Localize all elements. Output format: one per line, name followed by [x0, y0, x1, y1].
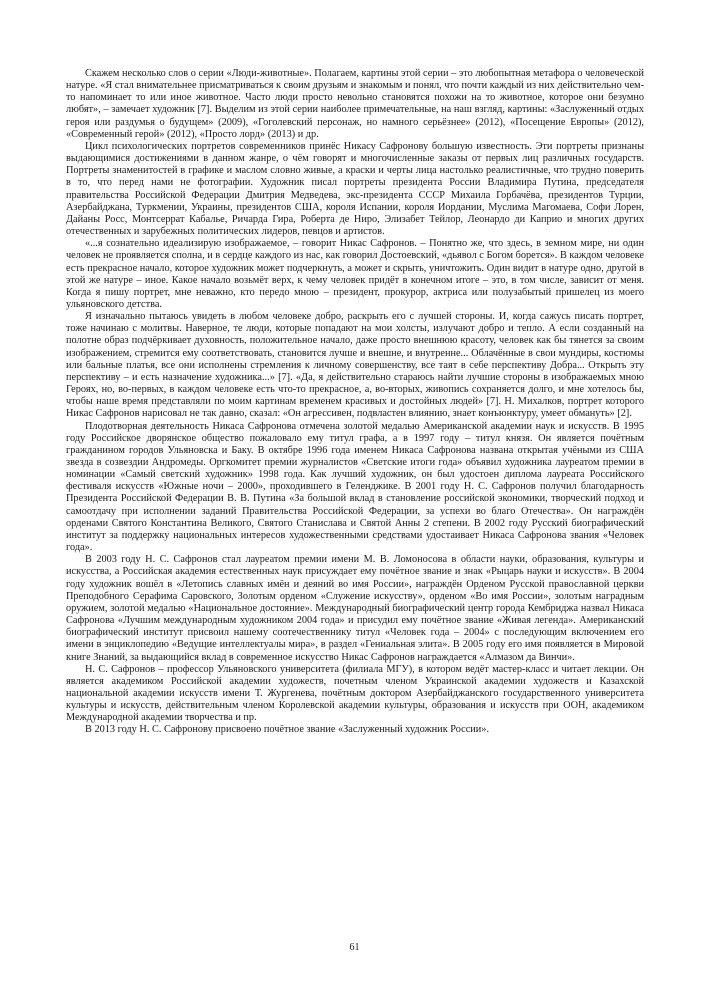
paragraph: В 2003 году Н. С. Сафронов стал лауреатом премии имени М. В. Ломоносова в области науки, образования, культуры и искусства, а Российская академия естественных наук присуждает ему почётное звание и знак «Рыцарь науки и искусств». В 2004 году художник вошёл в «Летопись славных имён и деяний во имя России», награждён Орденом Русской православной церкви Преподобного Серафима Саровского, Золотым орденом «Служение искусству», орденом «Во имя России», золотым наградным оружием, золотой медалью «Национальное достояние». Международный биографический центр города Кембриджа назвал Никаса Сафронова «Лучшим международным художником 2004 года» и присудил ему почётное звание «Живая легенда». Американский биографический институт присвоил нашему соотечественнику титул «Человек года – 2004» с последующим включением его имени в энциклопедию «Ведущие интеллектуалы мира», в раздел «Гениальная элита». В 2005 году его имя появляется в Мировой книге Знаний, за выдающийся вклад в современное искусство Никас Сафронов награждается «Алмазом да Винчи».	[66, 554, 644, 663]
paragraph: Плодотворная деятельность Никаса Сафронова отмечена золотой медалью Американской академии наук и искусств. В 1995 году Российское дворянское общество пожаловало ему титул графа, а в 1997 году – титул князя. Он является почётным гражданином городов Ульяновска и Баку. В октябре 1996 года именем Никаса Сафронова названа открытая учёными из США звезда в созвездии Андромеды. Оргкомитет премии журналистов «Светские итоги года» объявил художника лауреатом премии в номинации «Самый светский художник» 1998 года. Как лучший художник, он был удостоен диплома лауреата Российского фестиваля искусств «Южные ночи – 2000», проходившего в Геленджике. В 2001 году Н. С. Сафронов получил благодарность Президента Российской Федерации В. В. Путина «За большой вклад в становление российской экономики, творческий подход и самоотдачу при исполнении заданий Правительства Российской Федерации, за успехи во благо Отечества». Он награждён орденами Святого Константина Великого, Святого Станислава и Святой Анны 2 степени. В 2002 году Русский биографический институт за поддержку национальных интересов художественными средствами удостаивает Никаса Сафронова звания «Человек года».	[66, 420, 644, 554]
paragraph: Цикл психологических портретов современников принёс Никасу Сафронову большую известность. Эти портреты признаны выдающимися достижениями в данном жанре, о чём говорят и многочисленные заказы от первых лиц различных государств. Портреты знаменитостей в графике и маслом словно живые, а краски и черты лица настолько реалистичные, что трудно поверить в то, что перед нами не фотографии. Художник писал портреты президента России Владимира Путина, председателя правительства Российской Федерации Дмитрия Медведева, экс-президента СССР Михаила Горбачёва, президентов Турции, Азербайджана, Туркмении, Украины, президентов США, короля Испании, короля Иордании, Муслима Магомаева, Софи Лорен, Дайаны Росс, Монтсеррат Кабалье, Ричарда Гира, Роберта де Ниро, Элизабет Тейлор, Леонардо ди Каприо и многих других отечественных и зарубежных политических лидеров, певцов и артистов.	[66, 140, 644, 238]
page-body	[66, 68, 644, 737]
paragraph: «...я сознательно идеализирую изображаемое, – говорит Никас Сафронов. – Понятно же, что здесь, в земном мире, ни один человек не проявляется сполна, и в сердце каждого из нас, как говорил Достоевский, «дьявол с Богом борется». В каждом человеке есть прекрасное начало, которое художник может подчеркнуть, а может и скрыть, уничтожить. Один видит в натуре одно, другой в этой же натуре – иное. Какое начало возьмёт верх, к чему человек придёт в конечном итоге – это, в том числе, зависит от меня. Когда я пишу портрет, мне неважно, кто передо мною – президент, прокурор, актриса или полузабытый пришелец из моего ульяновского детства.	[66, 238, 644, 310]
paragraph: Скажем несколько слов о серии «Люди-животные». Полагаем, картины этой серии – это любопытная метафора о человеческой натуре. «Я стал внимательнее присматриваться к своим друзьям и знакомым и понял, что почти каждый из них действительно чем-то напоминает то или иное животное. Часто люди просто невольно становятся похожи на то животное, которое они безумно любят», – замечает художник [7]. Выделим из этой серии наиболее примечательные, на наш взгляд, картины: «Заслуженный отдых героя или раздумья о будущем» (2009), «Гоголевский персонаж, но намного серьёзнее» (2012), «Посещение Европы» (2012), «Современный герой» (2012), «Просто лорд» (2013) и др.	[66, 68, 644, 140]
paragraph: В 2013 году Н. С. Сафронову присвоено почётное звание «Заслуженный художник России».	[85, 724, 490, 736]
page-number: 61	[349, 942, 360, 953]
paragraph: Н. С. Сафронов – профессор Ульяновского университета (филиала МГУ), в котором ведёт мастер-класс и читает лекции. Он является академиком Российской академии художеств, почетным членом Украинской академии художеств и Казахской национальной академии искусств имени Т. Жургенева, почётным доктором Азербайджанского государственного университета культуры и искусств, действительным членом Королевской академии культуры, образования и искусств при ООН, академиком Международной академии творчества и пр.	[66, 663, 644, 724]
paragraph: Я изначально пытаюсь увидеть в любом человеке добро, раскрыть его с лучшей стороны. И, когда сажусь писать портрет, тоже начинаю с молитвы. Наверное, те люди, которые попадают на мои холсты, излучают добро и тепло. А если созданный на полотне образ подчёркивает духовность, положительное начало, даже просто внешнюю красоту, человек как бы тянется за своим изображением, стремится ему соответствовать, становится лучше и внешне, и внутренне... Облачённые в свои мундиры, костюмы или бальные платья, все они исполнены стремления к личному совершенству, все таят в себе перспективу Добра... Открыть эту перспективу – и есть назначение художника...» [7]. «Да, я действительно стараюсь найти лучшие стороны в изображаемых мною Героях, но, во-первых, в каждом человеке есть что-то прекрасное, а, во-вторых, живопись сохраняется долго, и мне хотелось бы, чтобы наше время представляли по моим картинам временем красивых и достойных людей» [7]. Н. Михалков, портрет которого Никас Сафронов нарисовал не так давно, сказал: «Он агрессивен, подвластен влиянию, знает конъюнктуру, умеет обмануть» [2].	[66, 311, 644, 420]
